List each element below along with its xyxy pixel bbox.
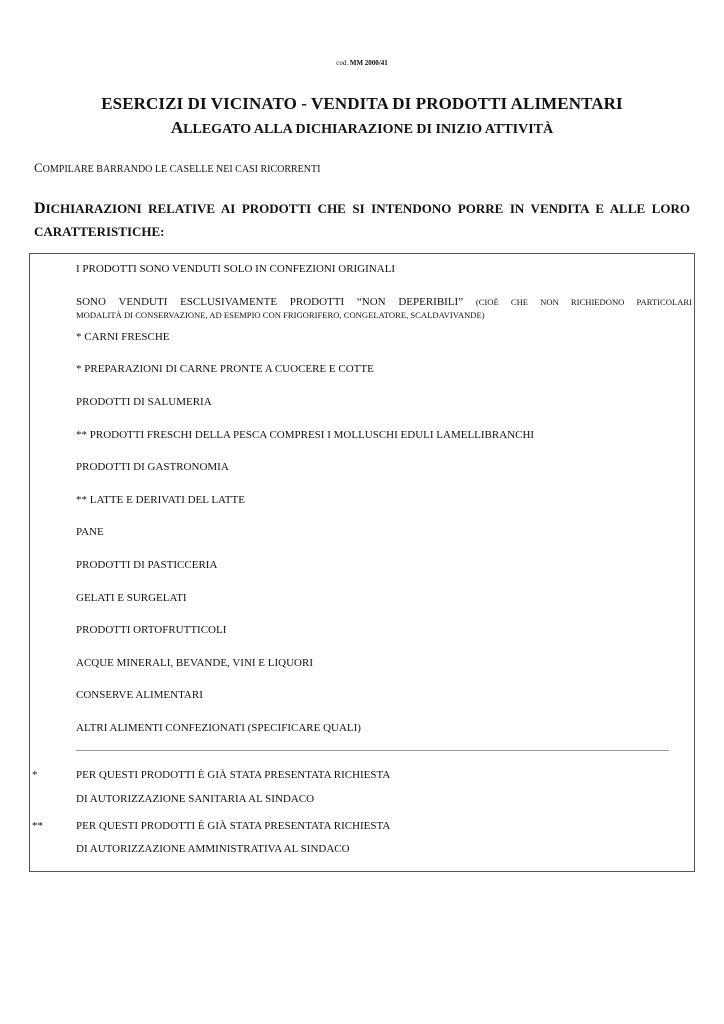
page-title: ESERCIZI DI VICINATO - VENDITA DI PRODOTTI ALIMENTARI — [101, 94, 623, 113]
item-fresh-fish: ** PRODOTTI FRESCHI DELLA PESCA COMPRESI I MOLLUSCHI EDULI LAMELLIBRANCHI — [76, 429, 535, 441]
subtitle-initial: A — [170, 118, 184, 137]
instruction-text: OMPILARE BARRANDO LE CASELLE NEI CASI RICORRENTI — [42, 164, 321, 175]
specify-line[interactable] — [76, 750, 669, 751]
item-non-perishable — [76, 296, 692, 308]
item-frozen: GELATI E SURGELATI — [76, 592, 187, 604]
declaration-heading — [34, 197, 690, 243]
item-non-perishable-note-b: MODALITÀ DI CONSERVAZIONE, AD ESEMPIO CON FRIGORIFERO, CONGELATORE, SCALDAVIVANDE) — [76, 310, 485, 320]
item-original-packaging: I PRODOTTI SONO VENDUTI SOLO IN CONFEZIONI ORIGINALI — [76, 263, 396, 275]
note-double-line1: PER QUESTI PRODOTTI È GIÀ STATA PRESENTATA RICHIESTA — [76, 820, 391, 832]
subtitle-text: LLEGATO ALLA DICHIARAZIONE DI INIZIO ATTIVITÀ — [183, 122, 554, 137]
item-preserves: CONSERVE ALIMENTARI — [76, 689, 203, 701]
item-drinks: ACQUE MINERALI, BEVANDE, VINI E LIQUORI — [76, 657, 313, 669]
item-bread: PANE — [76, 526, 104, 538]
instruction-initial: C — [34, 160, 43, 175]
item-pastry: PRODOTTI DI PASTICCERIA — [76, 559, 218, 571]
item-meat-preparations: * PREPARAZIONI DI CARNE PRONTE A CUOCERE E COTTE — [76, 363, 374, 375]
page-subtitle — [0, 118, 724, 138]
form-code — [0, 59, 724, 67]
item-fresh-meat: * CARNI FRESCHE — [76, 331, 170, 343]
item-non-perishable-note-a: (CIOÈ CHE NON RICHIEDONO PARTICOLARI — [475, 297, 693, 307]
instruction — [34, 160, 320, 176]
form-code-value: MM 2000/41 — [349, 59, 388, 67]
item-other-packaged: ALTRI ALIMENTI CONFEZIONATI (SPECIFICARE QUALI) — [76, 722, 361, 734]
note-double-line2: DI AUTORIZZAZIONE AMMINISTRATIVA AL SINDACO — [76, 843, 350, 855]
note-single-star: * — [32, 769, 38, 781]
declaration-initial: D — [34, 200, 46, 217]
item-produce: PRODOTTI ORTOFRUTTICOLI — [76, 624, 227, 636]
products-box — [29, 253, 695, 872]
item-non-perishable-text: SONO VENDUTI ESCLUSIVAMENTE PRODOTTI “NON DEPERIBILI” — [76, 296, 464, 308]
item-cured-meat: PRODOTTI DI SALUMERIA — [76, 396, 212, 408]
item-gastronomy: PRODOTTI DI GASTRONOMIA — [76, 461, 229, 473]
item-dairy: ** LATTE E DERIVATI DEL LATTE — [76, 494, 245, 506]
declaration-text: ICHIARAZIONI RELATIVE AI PRODOTTI CHE SI INTENDONO PORRE IN VENDITA E ALLE LORO CARATTERISTICHE: — [34, 201, 690, 239]
note-single-line2: DI AUTORIZZAZIONE SANITARIA AL SINDACO — [76, 793, 315, 805]
note-single-line1: PER QUESTI PRODOTTI È GIÀ STATA PRESENTATA RICHIESTA — [76, 769, 391, 781]
form-code-prefix: cod. — [336, 59, 349, 67]
note-double-star: ** — [32, 820, 43, 832]
